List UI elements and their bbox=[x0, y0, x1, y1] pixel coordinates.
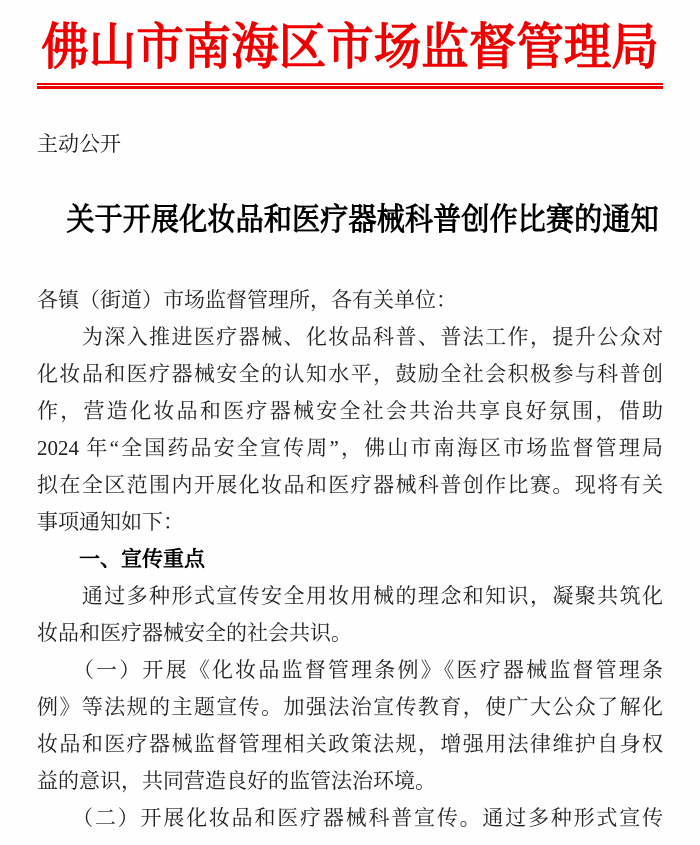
body-line: 2024 年“全国药品安全宣传周”，佛山市南海区市场监督管理局 bbox=[37, 436, 663, 460]
agency-name: 佛山市南海区市场监督管理局 bbox=[41, 19, 659, 75]
body-line: 妆品和医疗器械安全的社会共识。 bbox=[37, 621, 352, 645]
body-line: 拟在全区范围内开展化妆品和医疗器械科普创作比赛。现将有关 bbox=[37, 473, 663, 497]
body-line: 事项通知如下： bbox=[37, 510, 184, 534]
body-line: 化妆品和医疗器械安全的认知水平，鼓励全社会积极参与科普创 bbox=[37, 362, 663, 386]
classification-label: 主动公开 bbox=[37, 133, 121, 156]
document-title bbox=[37, 198, 663, 242]
body-line: （二）开展化妆品和医疗器械科普宣传。通过多种形式宣传 bbox=[37, 806, 663, 830]
document-body bbox=[37, 282, 663, 837]
body-line: 益的意识，共同营造良好的监管法治环境。 bbox=[37, 769, 436, 793]
body-line: （一）开展《化妆品监督管理条例》《医疗器械监督管理条 bbox=[37, 658, 663, 682]
body-line: 妆品和医疗器械监督管理相关政策法规，增强用法律维护自身权 bbox=[37, 732, 663, 756]
body-line: 为深入推进医疗器械、化妆品科普、普法工作，提升公众对 bbox=[37, 325, 663, 349]
body-line: 例》等法规的主题宣传。加强法治宣传教育，使广大公众了解化 bbox=[37, 695, 663, 719]
document-title-text: 关于开展化妆品和医疗器械科普创作比赛的通知 bbox=[66, 202, 659, 237]
red-divider-line bbox=[37, 83, 663, 89]
body-line-salutation: 各镇（街道）市场监督管理所，各有关单位： bbox=[37, 288, 457, 312]
section-heading: 一、宣传重点 bbox=[37, 548, 205, 571]
body-line: 作，营造化妆品和医疗器械安全社会共治共享良好氛围，借助 bbox=[37, 399, 663, 423]
body-line: 通过多种形式宣传安全用妆用械的理念和知识，凝聚共筑化 bbox=[37, 584, 663, 608]
agency-header bbox=[37, 12, 663, 74]
